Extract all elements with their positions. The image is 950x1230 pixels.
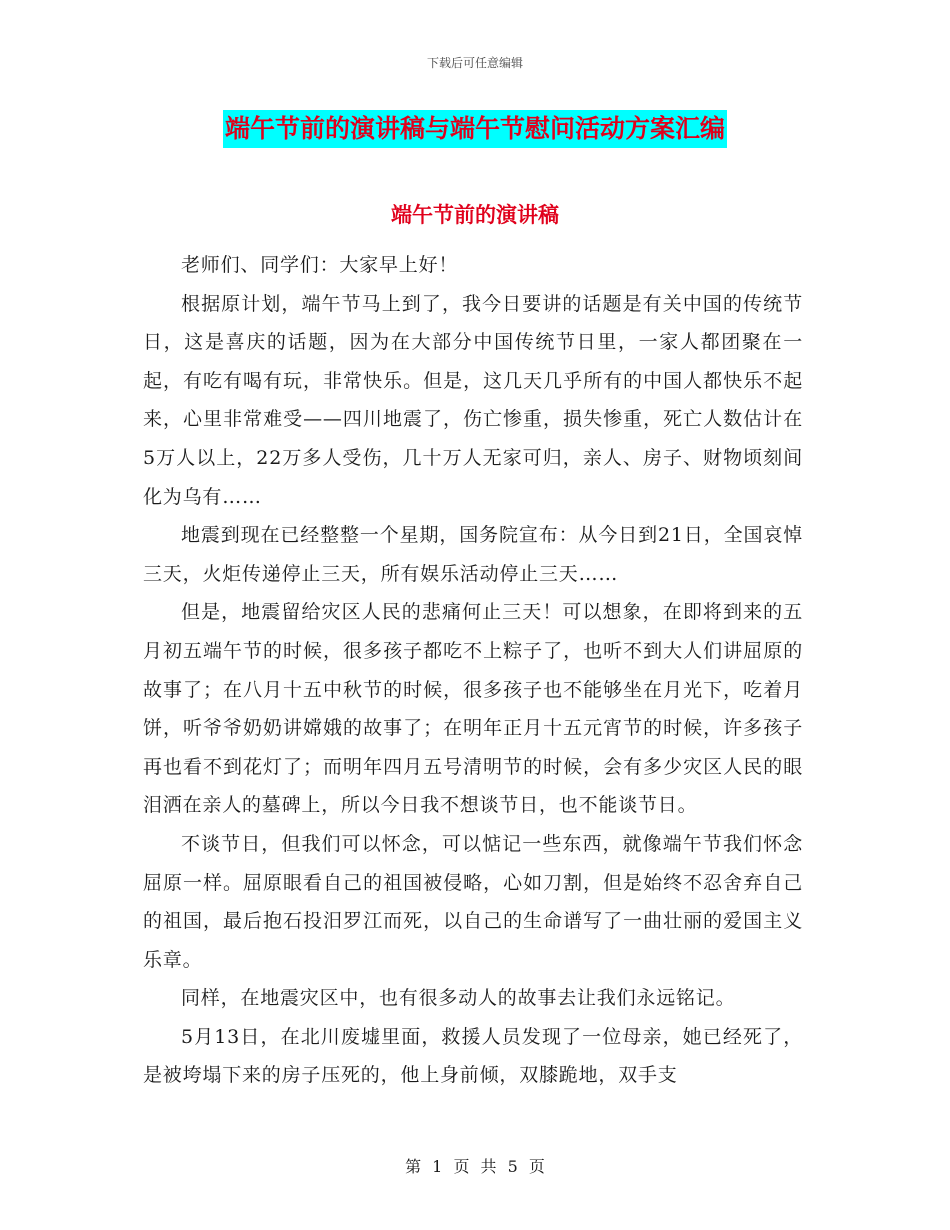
paragraph: 同样，在地震灾区中，也有很多动人的故事去让我们永远铭记。 <box>181 987 736 1010</box>
paragraph: 根据原计划，端午节马上到了，我今日要讲的话题是有关中国的传统节日，这是喜庆的话题，因为在大部分中国传统节日里，一家人都团聚在一起，有吃有喝有玩，非常快乐。但是，这几天几乎所有的中国人都快乐不起来，心里非常难受——四川地震了，伤亡惨重，损失惨重，死亡人数估计在5万人以上，22万多人受伤，几十万人无家可归，亲人、房子、财物顷刻间化为乌有…… <box>143 292 803 508</box>
paragraph: 老师们、同学们：大家早上好！ <box>181 254 459 276</box>
page-number: 第 1 页 共 5 页 <box>405 1157 545 1176</box>
title-container <box>0 110 950 148</box>
paragraph: 5月13日，在北川废墟里面，救援人员发现了一位母亲，她已经死了，是被垮塌下来的房子压死的，他上身前倾，双膝跪地，双手支 <box>143 1025 803 1087</box>
page-header-note: 下载后可任意编辑 <box>426 56 523 70</box>
document-body <box>143 246 803 1095</box>
paragraph: 地震到现在已经整整一个星期，国务院宣布：从今日到21日，全国哀悼三天，火炬传递停止三天，所有娱乐活动停止三天…… <box>143 524 803 585</box>
document-title: 端午节前的演讲稿与端午节慰问活动方案汇编 <box>223 110 727 148</box>
paragraph: 不谈节日，但我们可以怀念，可以惦记一些东西，就像端午节我们怀念屈原一样。屈原眼看自己的祖国被侵略，心如刀割，但是始终不忍舍弃自己的祖国，最后抱石投汨罗江而死，以自己的生命谱写了一曲壮丽的爱国主义乐章。 <box>143 832 803 971</box>
paragraph: 但是，地震留给灾区人民的悲痛何止三天！可以想象，在即将到来的五月初五端午节的时候，很多孩子都吃不上粽子了，也听不到大人们讲屈原的故事了；在八月十五中秋节的时候，很多孩子也不能够坐在月光下，吃着月饼，听爷爷奶奶讲嫦娥的故事了；在明年正月十五元宵节的时候，许多孩子再也看不到花灯了；而明年四月五号清明节的时候，会有多少灾区人民的眼泪洒在亲人的墓碑上，所以今日我不想谈节日，也不能谈节日。 <box>143 601 803 817</box>
section-title: 端午节前的演讲稿 <box>391 202 559 227</box>
